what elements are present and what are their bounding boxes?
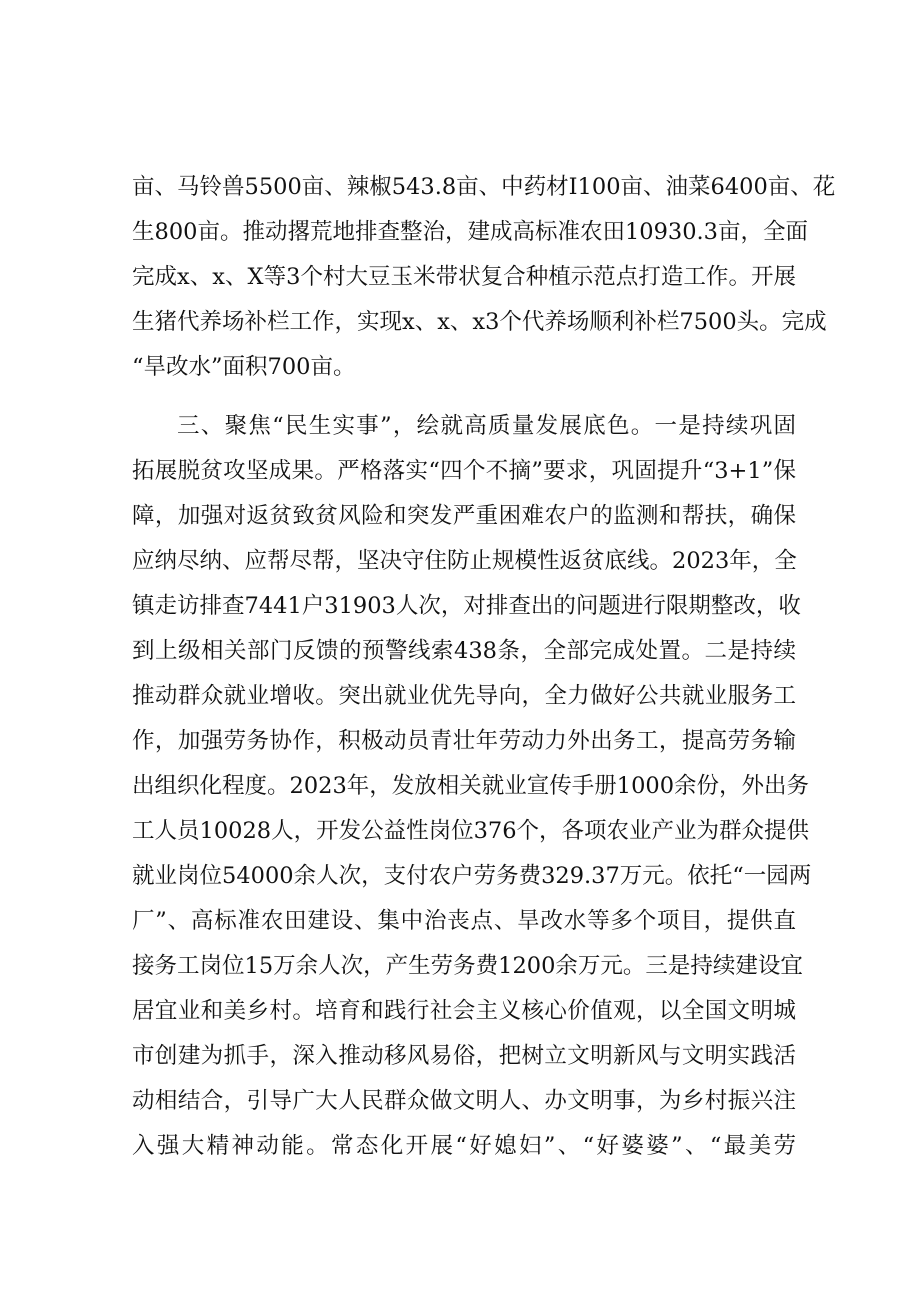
text-line: 接务工岗位15万余人次，产生劳务费1200余万元。三是持续建设宜 bbox=[132, 953, 803, 979]
text-line: 工人员10028人，开发公益性岗位376个，各项农业产业为群众提供 bbox=[132, 818, 810, 844]
text-line: 市创建为抓手，深入推动移风易俗，把树立文明新风与文明实践活 bbox=[132, 1043, 796, 1069]
text-line: 应纳尽纳、应帮尽帮，坚决守住防止规模性返贫底线。2023年，全 bbox=[132, 548, 797, 574]
text-line: 拓展脱贫攻坚成果。严格落实“四个不摘”要求，巩固提升“3+1”保 bbox=[132, 458, 796, 484]
document-body bbox=[132, 165, 836, 1169]
text-line: 推动群众就业增收。突出就业优先导向，全力做好公共就业服务工 bbox=[132, 683, 796, 709]
text-line: 障，加强对返贫致贫风险和突发严重困难农户的监测和帮扶，确保 bbox=[132, 503, 796, 529]
text-line: 动相结合，引导广大人民群众做文明人、办文明事，为乡村振兴注 bbox=[132, 1088, 796, 1114]
paragraph bbox=[132, 165, 836, 390]
text-line: “旱改水”面积700亩。 bbox=[132, 354, 356, 380]
text-line: 到上级相关部门反馈的预警线索438条，全部完成处置。二是持续 bbox=[132, 638, 796, 664]
text-line: 镇走访排查7441户31903人次，对排查出的问题进行限期整改，收 bbox=[132, 593, 801, 619]
text-line: 就业岗位54000余人次，支付农户劳务费329.37万元。依托“一园两 bbox=[132, 863, 812, 889]
text-line: 入强大精神动能。常态化开展“好媳妇”、“好婆婆”、“最美劳 bbox=[132, 1133, 796, 1159]
text-line: 完成x、x、X等3个村大豆玉米带状复合种植示范点打造工作。开展 bbox=[132, 264, 796, 290]
text-line: 生猪代养场补栏工作，实现x、x、x3个代养场顺利补栏7500头。完成 bbox=[132, 309, 827, 335]
text-line: 厂”、高标准农田建设、集中治丧点、旱改水等多个项目，提供直 bbox=[132, 908, 796, 934]
text-line: 居宜业和美乡村。培育和践行社会主义核心价值观，以全国文明城 bbox=[132, 998, 796, 1024]
text-line: 出组织化程度。2023年，发放相关就业宣传手册1000余份，外出务 bbox=[132, 773, 810, 799]
text-line: 作，加强劳务协作，积极动员青壮年劳动力外出务工，提高劳务输 bbox=[132, 728, 796, 754]
text-line: 三、聚焦“民生实事”，绘就高质量发展底色。一是持续巩固 bbox=[177, 413, 796, 439]
text-line: 生800亩。推动撂荒地排查整治，建成高标准农田10930.3亩，全面 bbox=[132, 219, 808, 245]
text-line: 亩、马铃兽5500亩、辣椒543.8亩、中药材I100亩、油菜6400亩、花 bbox=[132, 174, 836, 200]
paragraph bbox=[132, 404, 812, 1169]
paragraph-spacer bbox=[132, 390, 796, 404]
